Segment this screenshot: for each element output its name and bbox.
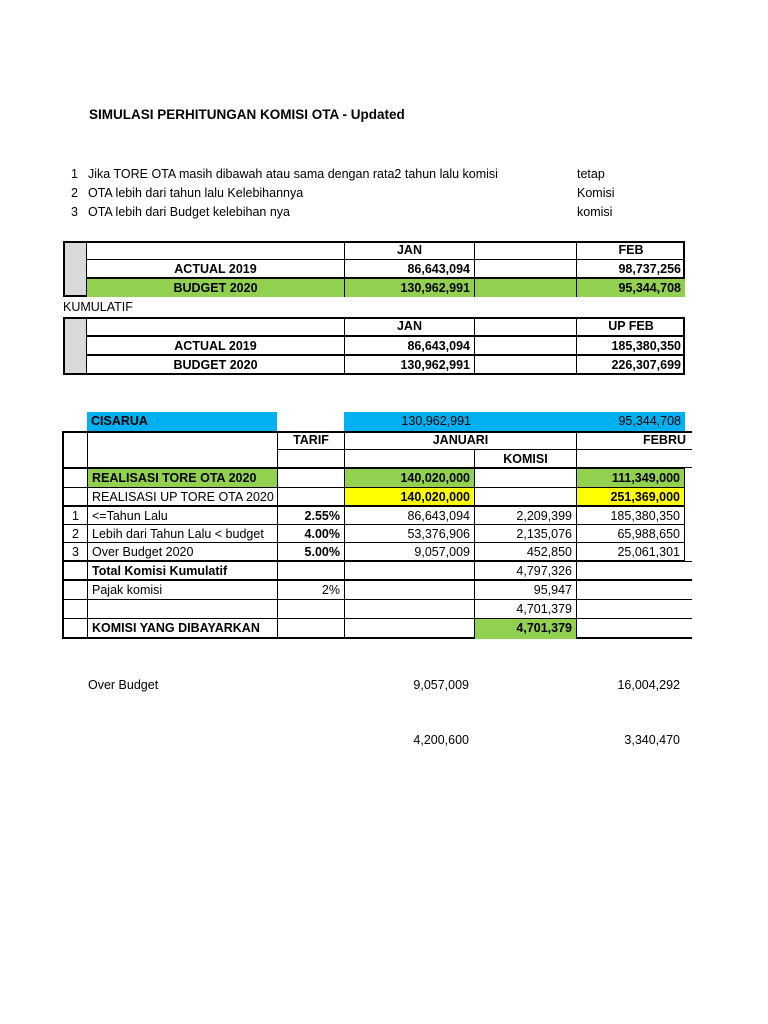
blank-cell bbox=[474, 278, 577, 297]
row-label: ACTUAL 2019 bbox=[87, 336, 345, 355]
tier-feb: 185,380,350 bbox=[576, 506, 685, 525]
site-feb: 95,344,708 bbox=[576, 412, 685, 431]
actual-feb: 98,737,256 bbox=[576, 259, 685, 278]
realisasi-jan: 140,020,000 bbox=[344, 468, 475, 488]
rule-number: 2 bbox=[71, 186, 78, 200]
tier-jan: 53,376,906 bbox=[344, 524, 475, 543]
header-tarif: TARIF bbox=[277, 431, 345, 450]
tier-feb: 65,988,650 bbox=[576, 524, 685, 543]
blank-cell bbox=[277, 468, 345, 488]
tier-komisi: 2,209,399 bbox=[474, 506, 577, 525]
blank-cell bbox=[474, 468, 577, 488]
actual-jan: 86,643,094 bbox=[344, 259, 475, 278]
pajak-komisi: 95,947 bbox=[474, 580, 577, 600]
site-blank bbox=[475, 412, 576, 431]
blank-cell bbox=[277, 599, 345, 619]
blank-cell bbox=[576, 599, 692, 619]
rule-note: tetap bbox=[577, 167, 605, 181]
pajak-tarif: 2% bbox=[277, 580, 345, 600]
extra-feb: 3,340,470 bbox=[624, 733, 680, 747]
header-blank bbox=[576, 449, 692, 468]
row-label: BUDGET 2020 bbox=[87, 278, 345, 297]
rule-note: Komisi bbox=[577, 186, 615, 200]
tier-label: Over Budget 2020 bbox=[87, 542, 278, 561]
num-cell bbox=[63, 487, 88, 506]
num-header bbox=[63, 431, 88, 468]
blank-cell bbox=[474, 259, 577, 278]
realisasi-up-label: REALISASI UP TORE OTA 2020 bbox=[87, 487, 278, 506]
header-blank bbox=[87, 317, 345, 336]
table-side-gray bbox=[63, 317, 87, 375]
blank-cell bbox=[344, 599, 475, 619]
total-komisi: 4,797,326 bbox=[474, 561, 577, 580]
tier-tarif: 2.55% bbox=[277, 506, 345, 525]
row-label: BUDGET 2020 bbox=[87, 355, 345, 375]
extra-jan: 4,200,600 bbox=[413, 733, 469, 747]
rule-number: 1 bbox=[71, 167, 78, 181]
blank-cell bbox=[344, 618, 475, 639]
budget-jan: 130,962,991 bbox=[344, 278, 475, 297]
tier-number: 3 bbox=[63, 542, 88, 561]
rule-text: Jika TORE OTA masih dibawah atau sama dengan rata2 tahun lalu komisi bbox=[88, 167, 498, 181]
tier-number: 1 bbox=[63, 506, 88, 525]
tier-feb: 25,061,301 bbox=[576, 542, 685, 561]
blank-cell bbox=[277, 487, 345, 506]
rule-text: OTA lebih dari tahun lalu Kelebihannya bbox=[88, 186, 304, 200]
cum-budget-jan: 130,962,991 bbox=[344, 355, 475, 375]
pajak-label: Pajak komisi bbox=[87, 580, 278, 600]
kumulatif-label: KUMULATIF bbox=[63, 300, 133, 314]
realisasi-label: REALISASI TORE OTA 2020 bbox=[87, 468, 278, 488]
net-komisi: 4,701,379 bbox=[474, 599, 577, 619]
blank-cell bbox=[87, 599, 278, 619]
tier-tarif: 4.00% bbox=[277, 524, 345, 543]
blank-cell bbox=[277, 561, 345, 580]
tier-tarif: 5.00% bbox=[277, 542, 345, 561]
cum-budget-feb: 226,307,699 bbox=[576, 355, 685, 375]
num-cell bbox=[63, 599, 88, 619]
tier-label: <=Tahun Lalu bbox=[87, 506, 278, 525]
total-label: Total Komisi Kumulatif bbox=[87, 561, 278, 580]
blank-cell bbox=[344, 561, 475, 580]
rule-note: komisi bbox=[577, 205, 613, 219]
final-label: KOMISI YANG DIBAYARKAN bbox=[87, 618, 278, 639]
site-name: CISARUA bbox=[87, 412, 277, 431]
realisasi-up-jan: 140,020,000 bbox=[344, 487, 475, 506]
cum-actual-jan: 86,643,094 bbox=[344, 336, 475, 355]
realisasi-feb: 111,349,000 bbox=[576, 468, 685, 488]
cum-actual-feb: 185,380,350 bbox=[576, 336, 685, 355]
tier-komisi: 452,850 bbox=[474, 542, 577, 561]
over-budget-feb: 16,004,292 bbox=[617, 678, 680, 692]
header-blank bbox=[344, 449, 475, 468]
realisasi-up-feb: 251,369,000 bbox=[576, 487, 685, 506]
header-komisi: KOMISI bbox=[474, 449, 577, 468]
label-header bbox=[87, 431, 278, 468]
header-januari: JANUARI bbox=[344, 431, 577, 450]
rule-text: OTA lebih dari Budget kelebihan nya bbox=[88, 205, 290, 219]
tier-jan: 9,057,009 bbox=[344, 542, 475, 561]
over-budget-jan: 9,057,009 bbox=[413, 678, 469, 692]
final-komisi: 4,701,379 bbox=[474, 618, 577, 639]
row-label: ACTUAL 2019 bbox=[87, 259, 345, 278]
blank-cell bbox=[576, 580, 692, 600]
over-budget-label: Over Budget bbox=[88, 678, 159, 692]
blank-cell bbox=[474, 487, 577, 506]
header-blank bbox=[474, 317, 577, 336]
rule-number: 3 bbox=[71, 205, 78, 219]
blank-cell bbox=[576, 561, 692, 580]
header-blank bbox=[277, 449, 345, 468]
page-title: SIMULASI PERHITUNGAN KOMISI OTA - Updated bbox=[89, 107, 405, 122]
blank-cell bbox=[576, 618, 692, 639]
tier-label: Lebih dari Tahun Lalu < budget bbox=[87, 524, 278, 543]
table-side-gray bbox=[63, 241, 87, 297]
blank-cell bbox=[344, 580, 475, 600]
num-cell bbox=[63, 580, 88, 600]
tier-komisi: 2,135,076 bbox=[474, 524, 577, 543]
budget-feb: 95,344,708 bbox=[576, 278, 685, 297]
blank-cell bbox=[474, 336, 577, 355]
header-jan: JAN bbox=[344, 241, 475, 260]
num-cell bbox=[63, 561, 88, 580]
header-upfeb: UP FEB bbox=[576, 317, 685, 336]
header-feb: FEB bbox=[576, 241, 685, 260]
blank-cell bbox=[474, 355, 577, 375]
tier-number: 2 bbox=[63, 524, 88, 543]
header-februari: FEBRU bbox=[576, 431, 692, 450]
header-blank bbox=[474, 241, 577, 260]
tier-jan: 86,643,094 bbox=[344, 506, 475, 525]
header-jan: JAN bbox=[344, 317, 475, 336]
num-cell bbox=[63, 618, 88, 639]
header-blank bbox=[87, 241, 345, 260]
site-jan: 130,962,991 bbox=[344, 412, 475, 431]
num-cell bbox=[63, 468, 88, 488]
blank-cell bbox=[277, 618, 345, 639]
